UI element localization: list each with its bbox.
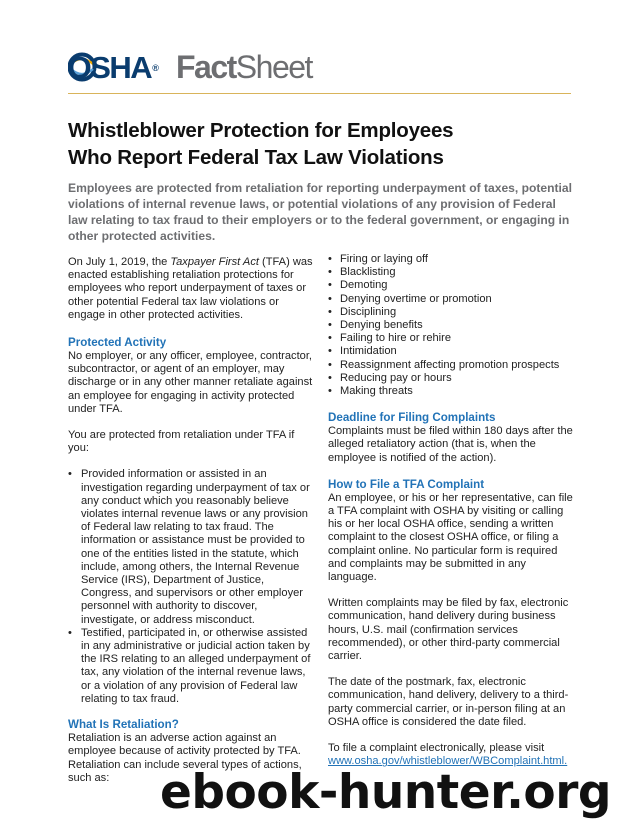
protected-activity-list	[68, 468, 313, 706]
protected-activity-paragraph: No employer, or any officer, employee, contractor, subcontractor, or agent of an employer, may discharge or in any other manner retaliate against an employee for engaging in activity protected under TFA.	[68, 350, 313, 415]
title-line-2: Who Report Federal Tax Law Violations	[68, 146, 444, 169]
how-to-file-paragraph-1: An employee, or his or her representative, can file a TFA complaint with OSHA by visiting or calling his or her local OSHA office, sending a written complaint to the closest OSHA office, or filing a complaint online. No particular form is required and complaints may be submitted in any language.	[328, 491, 573, 584]
left-column	[68, 256, 313, 785]
logo-factsheet-text	[176, 51, 312, 83]
how-to-file-paragraph-3: The date of the postmark, fax, electronic communication, hand delivery, delivery to a third-party commercial carrier, or in-person filing at an OSHA office is considered the date filed.	[328, 676, 569, 728]
list-item: • Demoting	[328, 279, 574, 292]
complaint-online-link[interactable]: www.osha.gov/whistleblower/WBComplaint.html.	[328, 755, 568, 768]
how-to-file-paragraph-2: Written complaints may be filed by fax, electronic communication, hand delivery during business hours, U.S. mail (confirmation services recommended), or other third-party commercial carrier.	[328, 597, 569, 663]
logo-fact: Fact	[176, 49, 236, 85]
list-item: • Disciplining	[328, 306, 574, 319]
how-to-file-heading: How to File a TFA Complaint	[328, 477, 485, 491]
tfa-intro-paragraph	[68, 256, 313, 322]
watermark-text: ebook-hunter.org	[160, 765, 612, 820]
protected-activity-heading: Protected Activity	[68, 336, 167, 350]
deadline-paragraph: Complaints must be filed within 180 days after the alleged retaliatory action (that is, when the employee is notified of the action).	[328, 425, 573, 464]
list-item: • Provided information or assisted in an investigation regarding underpayment of tax or any conduct which you reasonably believe violates internal revenue laws or any provision of Federal law relating to tax fraud. The information or assistance must be provided to one of the entities listed in the statute, which include, among others, the Internal Revenue Service (IRS), Department of Justice, Congress, and supervisors or other employer personnel with authority to discover, investigate, or address misconduct.	[68, 468, 313, 626]
list-item: • Reducing pay or hours	[328, 372, 574, 385]
tfa-intro-text: On July 1, 2019, the	[68, 256, 171, 268]
list-item: • Reassignment affecting promotion prospects	[328, 359, 574, 372]
list-item: • Making threats	[328, 385, 574, 398]
list-item: • Failing to hire or rehire	[328, 332, 574, 345]
logo-sheet: Sheet	[235, 49, 312, 85]
intro-summary: Employees are protected from retaliation for reporting underpayment of taxes, potential violations of internal revenue laws, or potential violations of any provision of Federal law relating to tax fraud to their employers or to the federal government, or engaging in other protected activities.	[68, 181, 573, 243]
list-item: • Firing or laying off	[328, 253, 574, 266]
list-item: • Intimidation	[328, 345, 574, 358]
taxpayer-first-act-title: Taxpayer First Act	[170, 256, 259, 268]
list-item: • Blacklisting	[328, 266, 574, 279]
deadline-heading: Deadline for Filing Complaints	[328, 411, 496, 425]
header-divider	[68, 93, 571, 94]
protected-if-you-paragraph: You are protected from retaliation under TFA if you:	[68, 429, 295, 455]
what-is-retaliation-heading: What Is Retaliation?	[68, 718, 179, 732]
page-title	[68, 117, 578, 171]
tfa-intro-text-cont: (TFA) was enacted establishing retaliation protections for employees who report underpayment of taxes or other potential Federal tax law violations or engage in other protected activities.	[68, 256, 313, 321]
list-item: • Denying benefits	[328, 319, 574, 332]
file-online-paragraph: To file a complaint electronically, please visit	[328, 742, 545, 755]
retaliation-actions-list	[328, 253, 574, 398]
retaliation-paragraph: Retaliation is an adverse action against an employee because of activity protected by TFA. Retaliation can include several types of actions, such as:	[68, 732, 302, 784]
list-item: • Denying overtime or promotion	[328, 293, 574, 306]
list-item: • Testified, participated in, or otherwise assisted in any administrative or judicial action taken by the IRS relating to an alleged underpayment of tax, any violation of the internal revenue laws, or a violation of any provision of Federal law relating to tax fraud.	[68, 627, 313, 706]
logo-osha-label: OSHA	[67, 50, 152, 85]
logo-osha-text: OSHA®	[67, 50, 158, 85]
right-column	[328, 253, 574, 769]
title-line-1: Whistleblower Protection for Employees	[68, 119, 454, 142]
